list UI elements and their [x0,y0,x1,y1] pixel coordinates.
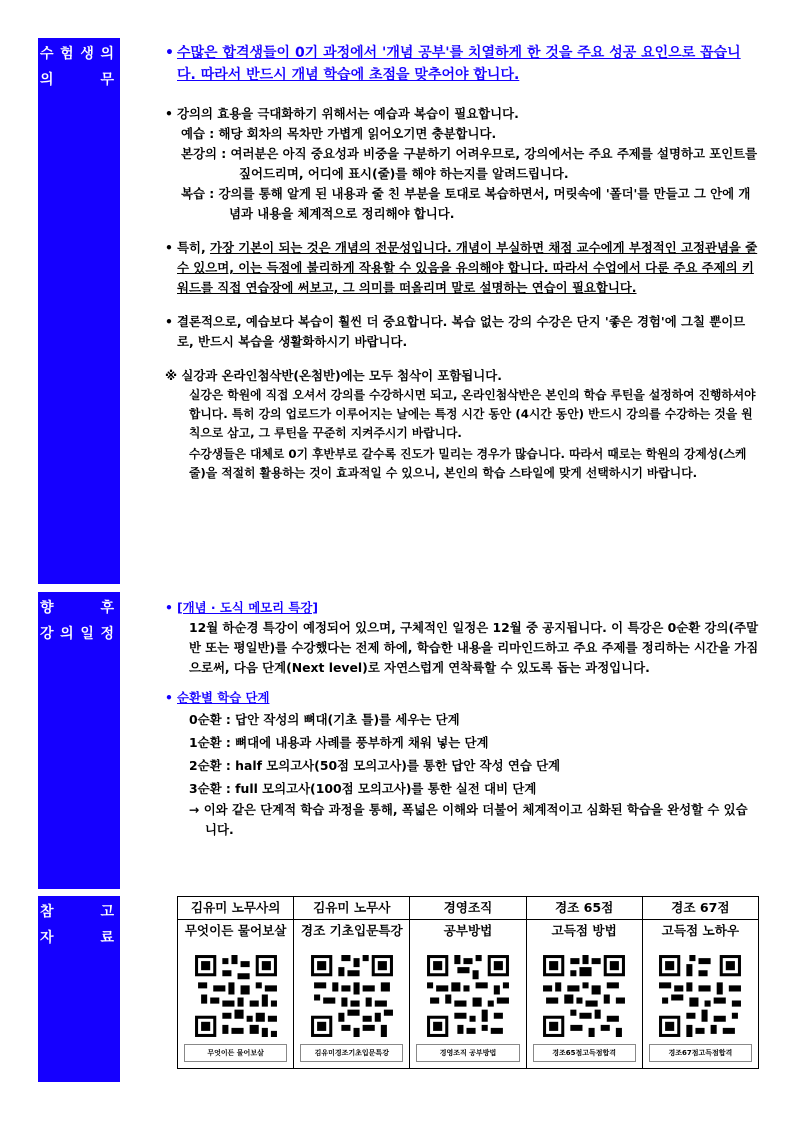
note-paragraph-1: 실강은 학원에 직접 오셔서 강의를 수강하시면 되고, 온라인첨삭반은 본인의 학습 루틴을 설정하여 진행하셔야 합니다. 특히 강의 업로드가 이루어지는 날에는 특정 시간 동안 (4시간 동안) 반드시 강의를 수강하는 것을 원칙으로 삼고, 그 루틴을 꾸준히 지켜주시기 바랍니다. [189,388,756,440]
qr-code-icon[interactable] [192,952,280,1040]
side-char: 생 [80,46,94,62]
stage-conclusion: → 이와 같은 단계적 학습 과정을 통해, 폭넓은 이해와 더불어 체계적이고 심화된 학습을 완성할 수 있습니다. [189,802,748,837]
duty-section [165,42,759,483]
reference-title: 경영조직 [443,900,493,915]
conclusion: • 결론적으로, 예습보다 복습이 훨씬 더 중요합니다. 복습 없는 강의 수강은 단지 '좋은 경험'에 그칠 뿐이므로, 반드시 복습을 생활화하시기 바랍니다. [177,312,759,352]
concept-expertise [177,238,759,298]
emphasis-lead: 특히, [177,240,210,255]
prep-review-intro: • 강의의 효용을 극대화하기 위해서는 예습과 복습이 필요합니다. [177,104,759,124]
reference-subtitle: 고득점 노하우 [643,919,758,942]
reference-cell[interactable] [642,897,758,1069]
schedule-section [177,598,759,840]
reference-subtitle: 고득점 방법 [527,919,642,942]
special-lecture-desc: 12월 하순경 특강이 예정되어 있으며, 구체적인 일정은 12월 중 공지됩니다. 이 특강은 0순환 강의(주말반 또는 평일반)를 수강했다는 전제 하에, 학습한 내용을 리마인드하고 주요 주제를 정리하는 시간을 가짐으로써, 다음 단계(Next level)로 자연스럽게 연착륙할 수 있도록 돕는 과정입니다. [189,620,759,675]
reference-subtitle: 공부방법 [410,919,525,942]
side-char: 참 [40,904,54,920]
preview-line: 예습 : 해당 회차의 목차만 가볍게 읽어오기면 충분합니다. [181,126,497,141]
side-char: 일 [80,626,94,642]
note-heading: ※ 실강과 온라인첨삭반(온첨반)에는 모두 첨삭이 포함됩니다. [165,368,502,383]
emphasis-body: 가장 기본이 되는 것은 개념의 전문성입니다. 개념이 부실하면 채점 교수에게 부정적인 고정관념을 줄 수 있으며, 이는 득점에 불리하게 작용할 수 있음을 유의해야 합니다. 따라서 수업에서 다룬 주요 주제의 키워드를 직접 연습장에 써보고, 그 의미를 떠올리며 말로 설명하는 연습이 필요합니다. [177,240,758,295]
side-char: 의 [40,72,54,88]
reference-caption: 경영조직 공부방법 [416,1044,519,1062]
side-char: 자 [40,930,54,946]
qr-code-icon[interactable] [540,952,628,1040]
reference-cell[interactable] [410,897,526,1069]
sidebar-schedule [38,592,120,889]
side-char: 향 [40,600,54,616]
reference-title: 경조 65점 [554,900,614,915]
side-char: 무 [100,72,114,88]
cycle-title: • 순환별 학습 단계 [177,688,759,708]
reference-cell[interactable] [526,897,642,1069]
side-char: 의 [100,46,114,62]
reference-caption: 경조67점고득점합격 [649,1044,752,1062]
reference-caption: 무엇이든 물어보살 [184,1044,287,1062]
side-char: 험 [60,46,74,62]
reference-subtitle: 경조 기초입문특강 [294,919,409,942]
stage-item: 1순환 : 뼈대에 내용과 사례를 풍부하게 채워 넣는 단계 [189,735,489,750]
side-char: 고 [100,904,114,920]
review-line: 복습 : 강의를 통해 알게 된 내용과 줄 친 부분을 토대로 복습하면서, 머릿속에 '폴더'를 만들고 그 안에 개념과 내용을 체계적으로 정리해야 합니다. [181,186,751,221]
reference-table [177,896,759,1069]
sidebar-duty [38,38,120,584]
special-lecture-title: • [개념 · 도식 메모리 특강] [177,598,759,618]
reference-title: 김유미 노무사 [313,900,391,915]
stage-item: 2순환 : half 모의고사(50점 모의고사)를 통한 답안 작성 연습 단계 [189,758,561,773]
stage-item: 0순환 : 답안 작성의 뼈대(기초 틀)를 세우는 단계 [189,712,460,727]
side-char: 료 [100,930,114,946]
stage-item: 3순환 : full 모의고사(100점 모의고사)를 통한 실전 대비 단계 [189,781,537,796]
note-paragraph-2: 수강생들은 대체로 0기 후반부로 갈수록 진도가 밀리는 경우가 많습니다. 따라서 때로는 학원의 강제성(스케줄)을 적절히 활용하는 것이 효과적일 수 있으니, 본인의 학습 스타일에 맞게 선택하시기 바랍니다. [189,447,747,480]
sidebar-reference [38,896,120,1082]
side-char: 정 [100,626,114,642]
reference-cell[interactable] [178,897,294,1069]
side-char: 후 [100,600,114,616]
main-lecture-line: 본강의 : 여러분은 아직 중요성과 비중을 구분하기 어려우므로, 강의에서는 주요 주제를 설명하고 포인트를 짚어드리며, 어디에 표시(줄)를 해야 하는지를 알려드립니다. [181,146,758,181]
side-char: 의 [60,626,74,642]
reference-caption: 김유미경조기초입문특강 [300,1044,403,1062]
key-point: • 수많은 합격생들이 0기 과정에서 '개념 공부'를 치열하게 한 것을 주요 성공 요인으로 꼽습니다. 따라서 반드시 개념 학습에 초점을 맞추어야 합니다. [177,42,759,86]
reference-title: 김유미 노무사의 [190,900,281,915]
reference-caption: 경조65점고득점합격 [533,1044,636,1062]
reference-subtitle: 무엇이든 물어보살 [178,919,293,942]
qr-code-icon[interactable] [308,952,396,1040]
reference-cell[interactable] [294,897,410,1069]
side-char: 강 [40,626,54,642]
qr-code-icon[interactable] [424,952,512,1040]
qr-code-icon[interactable] [656,952,744,1040]
side-char: 수 [40,46,54,62]
reference-title: 경조 67점 [671,900,730,915]
